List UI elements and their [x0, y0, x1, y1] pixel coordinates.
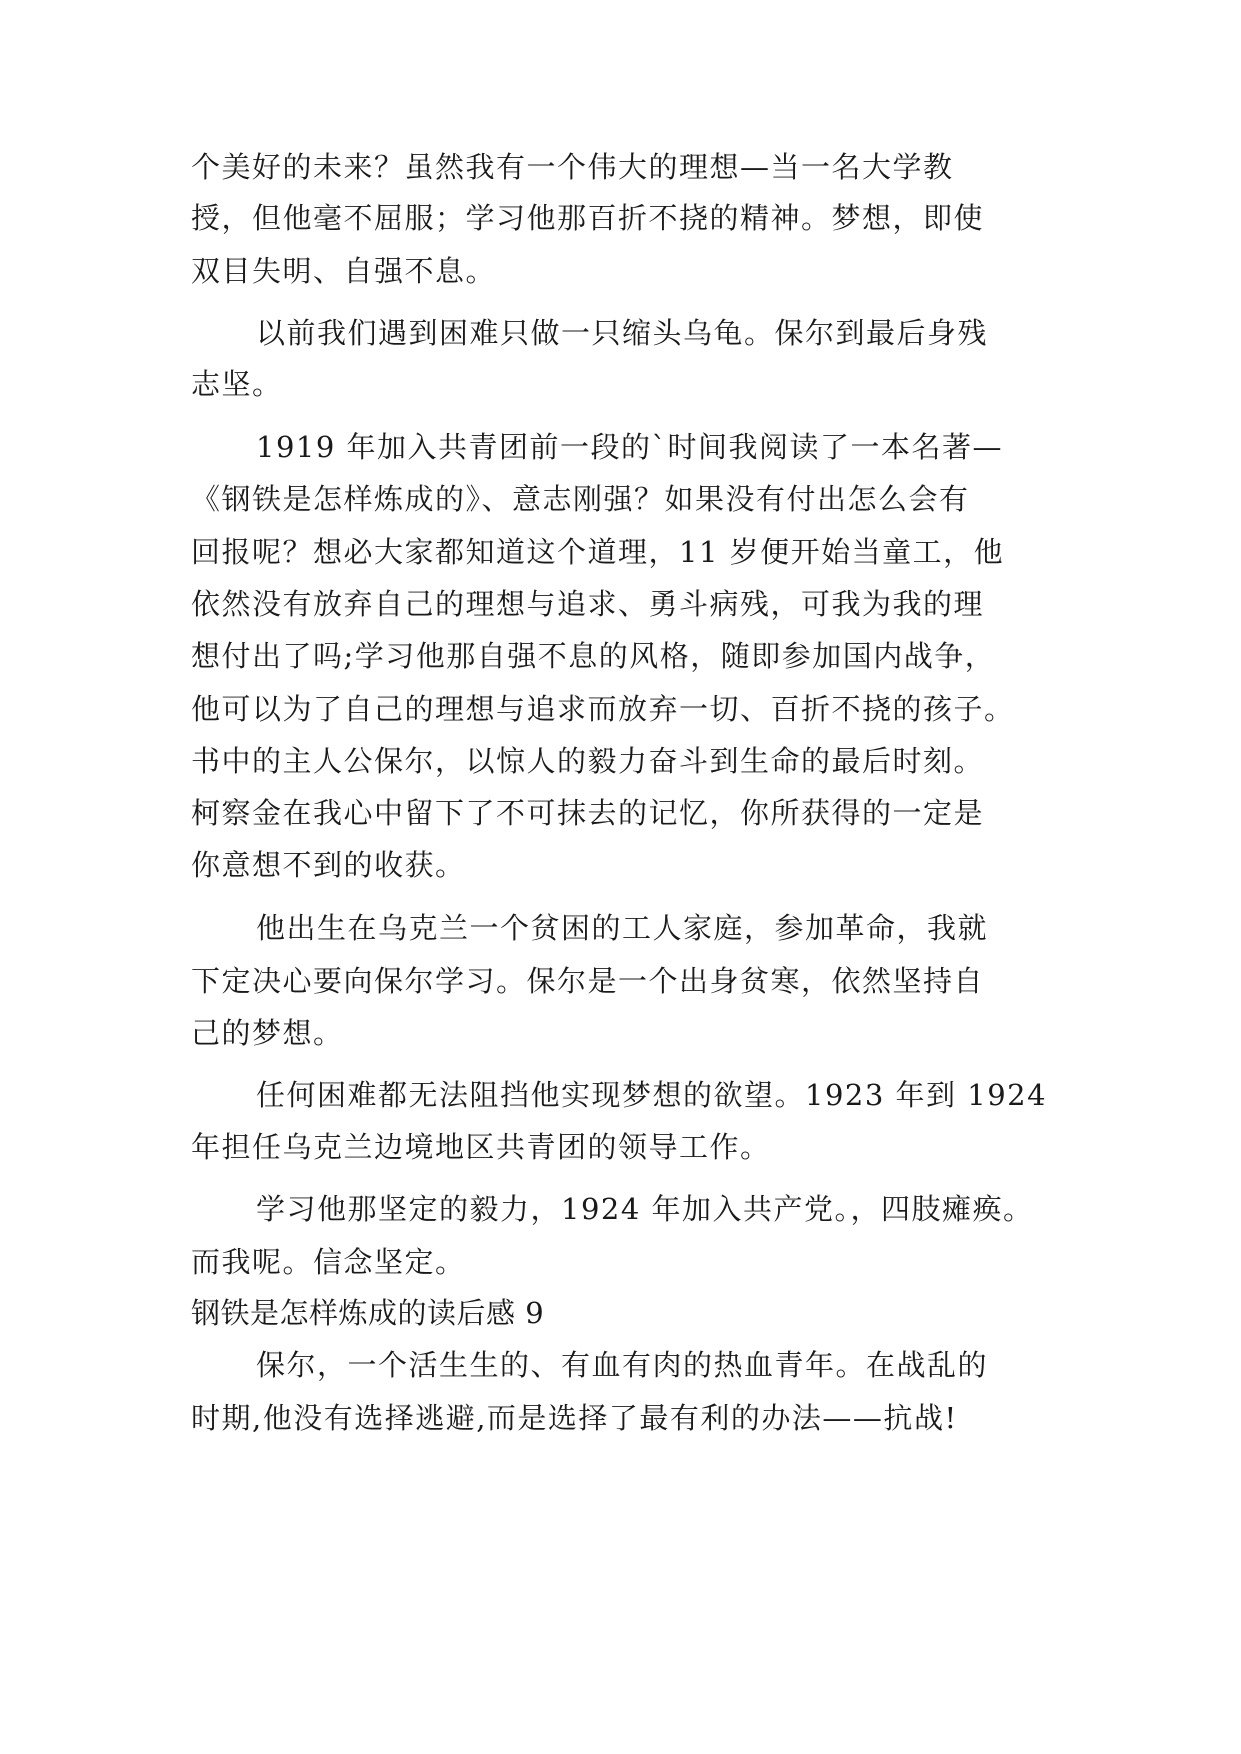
text-line: 而我呢。信念坚定。 [191, 1245, 466, 1279]
text-line: 时期,他没有选择逃避,而是选择了最有利的办法——抗战! [191, 1401, 958, 1435]
text-line: 志坚。 [191, 367, 283, 401]
text-line: 1919 年加入共青团前一段的`时间我阅读了一本名著— [256, 430, 1004, 464]
text-line: 回报呢？想必大家都知道这个道理，11 岁便开始当童工，他 [191, 535, 1005, 569]
text-line: 任何困难都无法阻挡他实现梦想的欲望。1923 年到 1924 [256, 1078, 1048, 1112]
text-line: 年担任乌克兰边境地区共青团的领导工作。 [191, 1130, 771, 1164]
text-line: 依然没有放弃自己的理想与追求、勇斗病残，可我为我的理 [191, 587, 985, 621]
text-line: 个美好的未来？虽然我有一个伟大的理想—当一名大学教 [191, 150, 954, 184]
text-line: 他出生在乌克兰一个贫困的工人家庭，参加革命，我就 [256, 911, 989, 945]
text-line: 己的梦想。 [191, 1016, 344, 1050]
text-line: 授，但他毫不屈服；学习他那百折不挠的精神。梦想，即使 [191, 201, 985, 235]
section-heading: 钢铁是怎样炼成的读后感 9 [191, 1296, 545, 1330]
text-line: 《钢铁是怎样炼成的》、意志刚强？如果没有付出怎么会有 [191, 482, 970, 516]
text-line: 以前我们遇到困难只做一只缩头乌龟。保尔到最后身残 [256, 316, 989, 350]
text-line: 保尔，一个活生生的、有血有肉的热血青年。在战乱的 [256, 1348, 989, 1382]
text-line: 学习他那坚定的毅力，1924 年加入共产党。，四肢瘫痪。 [256, 1192, 1034, 1226]
text-line: 下定决心要向保尔学习。保尔是一个出身贫寒，依然坚持自 [191, 964, 985, 998]
text-line: 想付出了吗;学习他那自强不息的风格，随即参加国内战争， [191, 639, 996, 673]
text-line: 双目失明、自强不息。 [191, 254, 497, 288]
text-line: 书中的主人公保尔，以惊人的毅力奋斗到生命的最后时刻。 [191, 744, 985, 778]
text-line: 他可以为了自己的理想与追求而放弃一切、百折不挠的孩子。 [191, 692, 1015, 726]
text-line: 柯察金在我心中留下了不可抹去的记忆，你所获得的一定是 [191, 796, 985, 830]
text-line: 你意想不到的收获。 [191, 848, 466, 882]
